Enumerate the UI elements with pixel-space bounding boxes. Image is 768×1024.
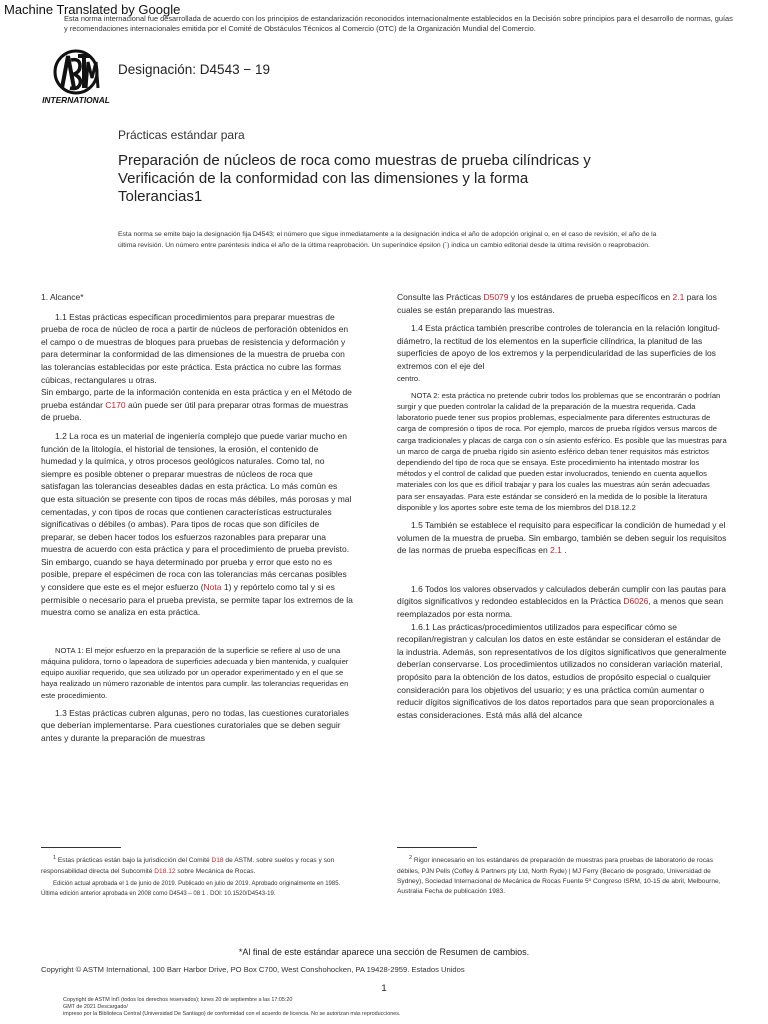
text-span: 1.5 También se establece el requisito para especificar la condición de humedad y el volumen de la muestra de prueba. Sin embargo, también se deben seguir los requisitos de las normas de prueba específicas en: [397, 520, 727, 556]
text-span: .: [561, 545, 567, 556]
paragraph-1-3: 1.3 Estas prácticas cubren algunas, pero no todas, las cuestiones curatoriales que deberían implementarse. Para cuestiones curatoriales que se deben seguir antes y durante la preparación de muestras: [41, 707, 349, 744]
paragraph-1-6: [397, 583, 727, 621]
text-span: de ASTM. sobre suelos y rocas y son responsabilidad directa del Subcomité: [41, 857, 335, 875]
license-line-2: GMT de 2021 Descargado/: [63, 1004, 128, 1011]
paragraph-1-4: 1.4 Esta práctica también prescribe controles de tolerancia en la relación longitud-diámetro, la rectitud de los elementos en la superficie cilíndrica, la planitud de las superficies de apoyo de los extremos y la perpendicularidad de las superficies de los extremos con el eje del: [397, 323, 721, 371]
title-line-3: Tolerancias1: [118, 188, 203, 205]
text-span: 1.6 Todos los valores observados y calculados deberán cumplir con las pautas para dígitos significativos y redondeo establecidos en la Práctica: [397, 583, 726, 607]
astm-logo-icon: [40, 48, 112, 106]
logo-text: INTERNATIONAL: [42, 95, 110, 105]
top-notice: Esta norma internacional fue desarrollada de acuerdo con los principios de estandarización reconocidos internacionalmente establecidos en la Decisión sobre principios para el desarrollo de normas, guías y recomendaciones internacionales emitida por el Comité de Obstáculos Técnicos al Comercio (OTC) de la Organización Mundial del Comercio.: [64, 14, 733, 33]
paragraph-continued: [397, 291, 727, 316]
link-section-2-1[interactable]: 2.1: [550, 545, 562, 556]
text-span: para los cuales se están preparando las muestras.: [397, 292, 717, 315]
link-d18[interactable]: D18: [211, 857, 224, 865]
paragraph-1-4-tail: centro.: [397, 373, 421, 383]
summary-of-changes-note: *Al final de este estándar aparece una sección de Resumen de cambios.: [238, 947, 530, 957]
paragraph-1-6-1: 1.6.1 Las prácticas/procedimientos utilizados para especificar cómo se recopilan/registran y calculan los datos en este estándar se consideran el estándar de la industria. Además, son representativos de los dígitos significativos que generalmente deberían conservarse. Los procedimientos utilizados no consideran variación material, propósito para la obtención de los datos, estudios de propósito especial o cualquier consideración para los objetivos del usuario; y es una práctica común aumentar o reducir dígitos significativos de los datos reportados para que sean proporcionales a estas consideraciones. Está más allá del alcance: [397, 621, 727, 720]
right-column: [397, 291, 727, 721]
issued-under-notice: Esta norma se emite bajo la designación fija D4543; el número que sigue inmediatamente a la designación indica el año de adopción original o, en el caso de revisión, el año de la última revisión. Un número entre paréntesis indica el año de la última reaprobación. Un superíndice épsilon (´) indica un cambio editorial desde la última revisión o reaprobación.: [118, 231, 657, 249]
footnote-1: [41, 853, 357, 900]
machine-translation-banner: Machine Translated by Google: [4, 2, 181, 17]
paragraph-1-2: [41, 430, 353, 619]
link-d18-12[interactable]: D18.12: [154, 867, 176, 875]
license-line-3: impreso por la Biblioteca Central (Universidad De Santiago) de conformidad con el acuerdo de licencia. No se autorizan más reproducciones.: [63, 1011, 401, 1018]
paragraph-1-1-continued: [41, 386, 353, 424]
text-span: 1.2 La roca es un material de ingeniería complejo que puede variar mucho en función de la litología, el historial de tensiones, la erosión, el contenido de humedad y la química, y otros procesos geológicos naturales. Como tal, no siempre es posible obtener o preparar muestras de núcleos de roca que satisfagan las tolerancias deseables dadas en esta práctica. Lo más común es que esta situación se presente con tipos de rocas más débiles, más porosas y mal cementadas, y con tipos de rocas que contienen características estructurales significativas o débiles (o ambas). Para tipos de rocas que son difíciles de preparar, se deben hacer todos los esfuerzos razonables para preparar una muestra de acuerdo con esta práctica y para el procedimiento de prueba previsto. Sin embargo, cuando se haya determinado por prueba y error que esto no es posible, prepare el espécimen de roca con las tolerancias más cercanas posibles y considere que este es el mejor esfuerzo (: [41, 430, 352, 593]
link-section-2-1[interactable]: 2.1: [672, 292, 685, 302]
text-span: Rigor innecesario en los estándares de preparación de muestras para pruebas de laboratorio de rocas débiles, PJN Pells (Coffey & Partners pty Ltd, North Ryde) | MJ Ferry (Becario de posgrado, Universidad de Sydney), Sociedad Internacional de Mecánica de Rocas Fuente 5º Congreso ISRM, 10-15 de abril, Melbourne, Australia Fecha de publicación 1983.: [397, 857, 721, 896]
license-line-1: Copyright de ASTM Int'l (todos los derechos reservados); lunes 20 de septiembre a las 17:05:20: [63, 997, 293, 1003]
text-span: sobre Mecánica de Rocas.: [175, 867, 256, 875]
standard-type: Prácticas estándar para: [118, 128, 245, 142]
footnote-mark: 2: [409, 855, 413, 861]
link-d6026[interactable]: D6026: [623, 596, 649, 607]
page-title: [118, 152, 678, 206]
left-column: [41, 291, 353, 745]
paragraph-1-1: 1.1 Estas prácticas especifican procedimientos para preparar muestras de prueba de roca de núcleo de roca a partir de núcleos de perforación obtenidos en el campo o de muestras de bloques para pruebas de resistencia y deformación y para determinar la conformidad de las dimensiones de la muestra de prueba con las tolerancias establecidas por este práctica. Esta práctica no cubre las formas cúbicas, rectangulares u otras.: [41, 311, 349, 385]
title-line-2: Verificación de la conformidad con las dimensiones y la forma: [118, 170, 529, 187]
designation: Designación: D4543 − 19: [118, 62, 270, 77]
paragraph-1-5: [397, 519, 727, 557]
section-heading-scope: 1. Alcance*: [41, 292, 84, 302]
note-2: NOTA 2: esta práctica no pretende cubrir todos los problemas que se encontrarán o podrían surgir y que pueden controlar la calidad de la preparación de la muestra requerida. Cada laboratorio puede tener sus propios problemas, especialmente para diferentes estructuras de carga de compresión o tipos de roca. Por ejemplo, marcos de prueba rígidos versus marcos de carga tradicionales y placas de carga con o sin asiento esférico. Es posible que las muestras para un marco de carga de prueba rígido sin asiento esférico deban tener requisitos más estrictos dependiendo del tipo de roca que se ensaya. Este procedimiento ha intentado mostrar los métodos y el control de calidad que pueden estar involucrados, teniendo en cuenta aquellos materiales con los que es difícil trabajar y para los cuales las muestras aún serán adecuadas para ser ensayadas. Para este estándar se consideró en la medida de lo posible la literatura disponible y los aportes sobre este tema de los miembros del D18.12.2: [397, 390, 727, 512]
text-span: Estas prácticas están bajo la jurisdicción del Comité: [56, 857, 212, 865]
link-d5079[interactable]: D5079: [483, 292, 509, 302]
copyright-line: Copyright © ASTM International, 100 Barr Harbor Drive, PO Box C700, West Conshohocken, PA 19428-2959. Estados Unidos: [41, 965, 465, 974]
text-span: aún puede ser útil para preparar otras formas de muestras de prueba.: [41, 399, 349, 423]
footnote-2-text: [397, 853, 727, 898]
link-note-1[interactable]: Nota: [203, 582, 222, 593]
footnote-2: [397, 853, 727, 898]
link-c170[interactable]: C170: [105, 399, 126, 410]
license-notice: [63, 997, 563, 1019]
page-number: 1: [381, 983, 387, 994]
note-1: NOTA 1: El mejor esfuerzo en la preparación de la superficie se refiere al uso de una máquina pulidora, torno o lapeadora de superficies adecuada y bien mantenida, y cualquier equipo auxiliar requerido, que sea utilizado por un operador experimentado y en el que se haya realizado un número razonable de intentos para cumplir. las tolerancias requeridas en este procedimiento.: [41, 645, 349, 700]
text-span: Consulte las Prácticas: [397, 292, 484, 302]
footnote-1-text: [41, 853, 357, 877]
footnote-mark: 1: [53, 855, 57, 861]
footnote-divider: [41, 847, 121, 848]
title-line-1: Preparación de núcleos de roca como muestras de prueba cilíndricas y: [118, 152, 591, 169]
footnote-1-edition: Edición actual aprobada el 1 de junio de 2019. Publicado en julio de 2019. Aprobado originalmente en 1985. Última edición anterior aprobada en 2008 como D4543 – 08 1 . DOI: 10.1520/D4543-19.: [41, 881, 341, 898]
text-span: y los estándares de prueba específicos en: [508, 292, 673, 302]
text-span: Sin embargo, parte de la información contenida en esta práctica y en el Método de prueba estándar: [41, 387, 352, 410]
footnote-divider: [397, 847, 477, 848]
text-span: 1) y repórtelo como tal y si es permisible o necesario para el prueba prevista, se permite tapar los extremos de la muestra como se analiza en esta práctica.: [41, 582, 353, 618]
text-span: , a menos que sean reemplazados por esta norma.: [397, 596, 724, 619]
